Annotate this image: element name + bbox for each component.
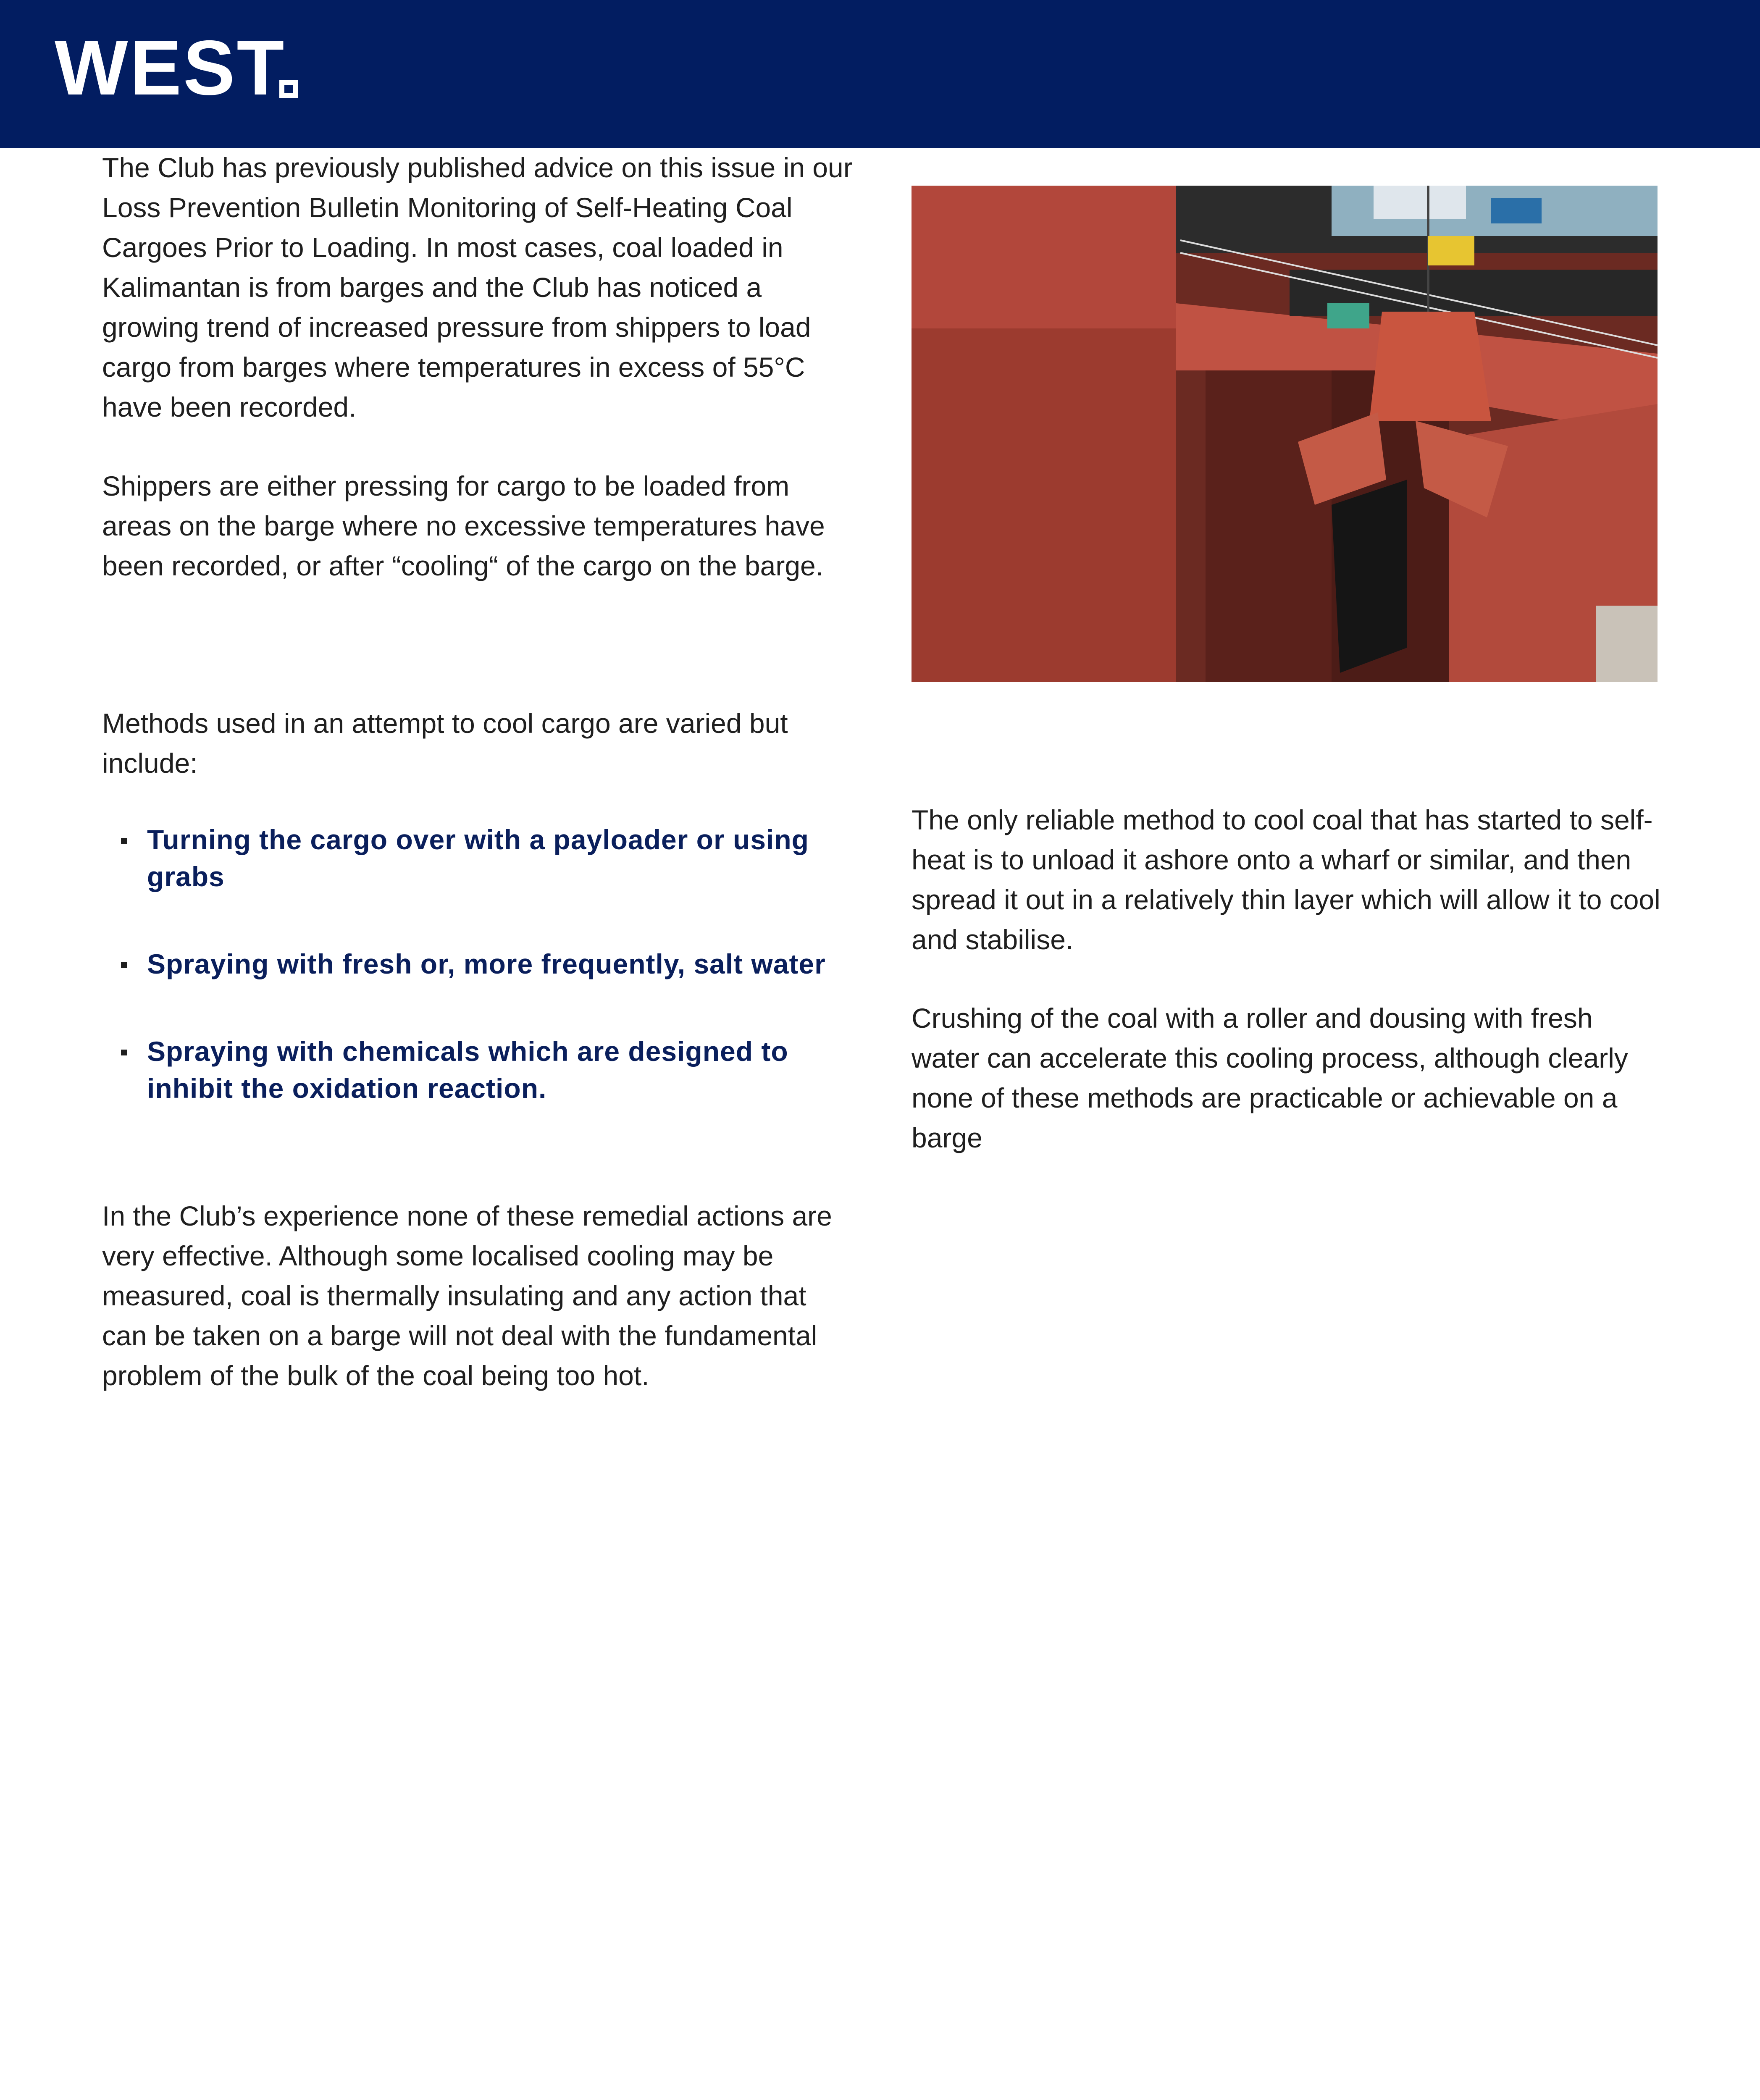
ship-hold-grab-photo — [912, 186, 1658, 682]
list-item: Turning the cargo over with a payloader or using grabs — [147, 821, 827, 895]
paragraph-shippers: Shippers are either pressing for cargo to be loaded from areas on the barge where no excessive temperatures have been recorded, or after “cooling“ of the cargo on the barge. — [102, 470, 825, 581]
paragraph-methods: Methods used in an attempt to cool cargo are varied but include: — [102, 708, 788, 779]
list-item: Spraying with fresh or, more frequently, salt water — [147, 945, 827, 982]
cooling-methods-list — [147, 821, 827, 1157]
bullet-square-icon — [121, 1050, 127, 1055]
paragraph-experience: In the Club’s experience none of these remedial actions are very effective. Although some localised cooling may be measured, coal is thermally insulating and any action that can be taken on a barge will not deal with the fundamental problem of the bulk of the coal being too hot. — [102, 1200, 832, 1391]
paragraph-intro: The Club has previously published advice on this issue in our Loss Prevention Bulletin Monitoring of Self-Heating Coal Cargoes Prior to Loading. In most cases, coal loaded in Kalimantan is from barges and the Club has noticed a growing trend of increased pressure from shippers to load cargo from barges where temperatures in excess of 55°C have been recorded. — [102, 152, 853, 423]
paragraph-crushing: Crushing of the coal with a roller and dousing with fresh water can accelerate this cooling process, although clearly none of these methods are practicable or achievable on a barge — [912, 1003, 1628, 1153]
paragraph-reliable-method: The only reliable method to cool coal that has started to self-heat is to unload it ashore onto a wharf or similar, and then spread it out in a relatively thin layer which will allow it to cool and stabilise. — [912, 804, 1660, 955]
list-item: Spraying with chemicals which are designed to inhibit the oxidation reaction. — [147, 1033, 827, 1107]
header-bar — [0, 0, 1760, 148]
bullet-square-icon — [121, 838, 127, 844]
west-logo[interactable]: WEST — [55, 25, 286, 111]
bullet-square-icon — [121, 962, 127, 968]
logo-square-icon — [279, 80, 298, 98]
